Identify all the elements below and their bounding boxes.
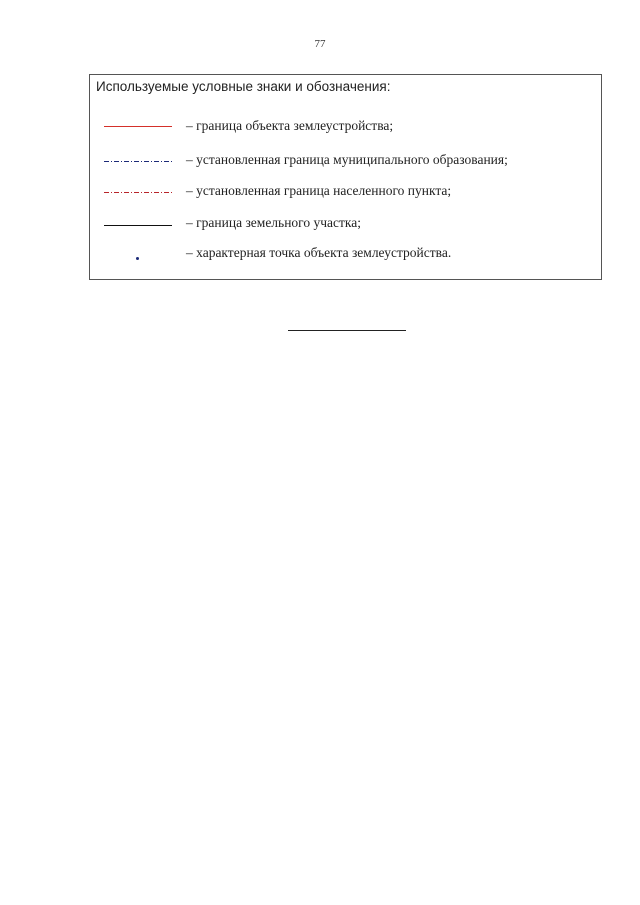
legend-item-label: – граница земельного участка; — [186, 215, 362, 230]
legend-box — [89, 74, 602, 280]
page-number: 77 — [314, 38, 326, 50]
red-solid-line-icon — [104, 126, 172, 129]
closing-rule — [288, 330, 406, 331]
legend-item-label: – установленная граница населенного пункта; — [186, 183, 452, 198]
blue-dash-dot-line-icon — [104, 161, 172, 162]
legend-item — [90, 182, 601, 202]
legend-item-label: – характерная точка объекта землеустройства. — [186, 245, 452, 260]
black-solid-line-icon — [104, 225, 172, 228]
dot-icon — [136, 257, 139, 260]
legend-item — [90, 151, 601, 171]
legend-item-label: – установленная граница муниципального образования; — [186, 152, 508, 167]
legend-item — [90, 117, 601, 137]
red-dash-dot-line-icon — [104, 192, 172, 193]
legend-item-label: – граница объекта землеустройства; — [186, 118, 394, 133]
legend-title: Используемые условные знаки и обозначения: — [96, 79, 391, 94]
legend-item — [90, 244, 601, 264]
legend-item — [90, 214, 601, 234]
